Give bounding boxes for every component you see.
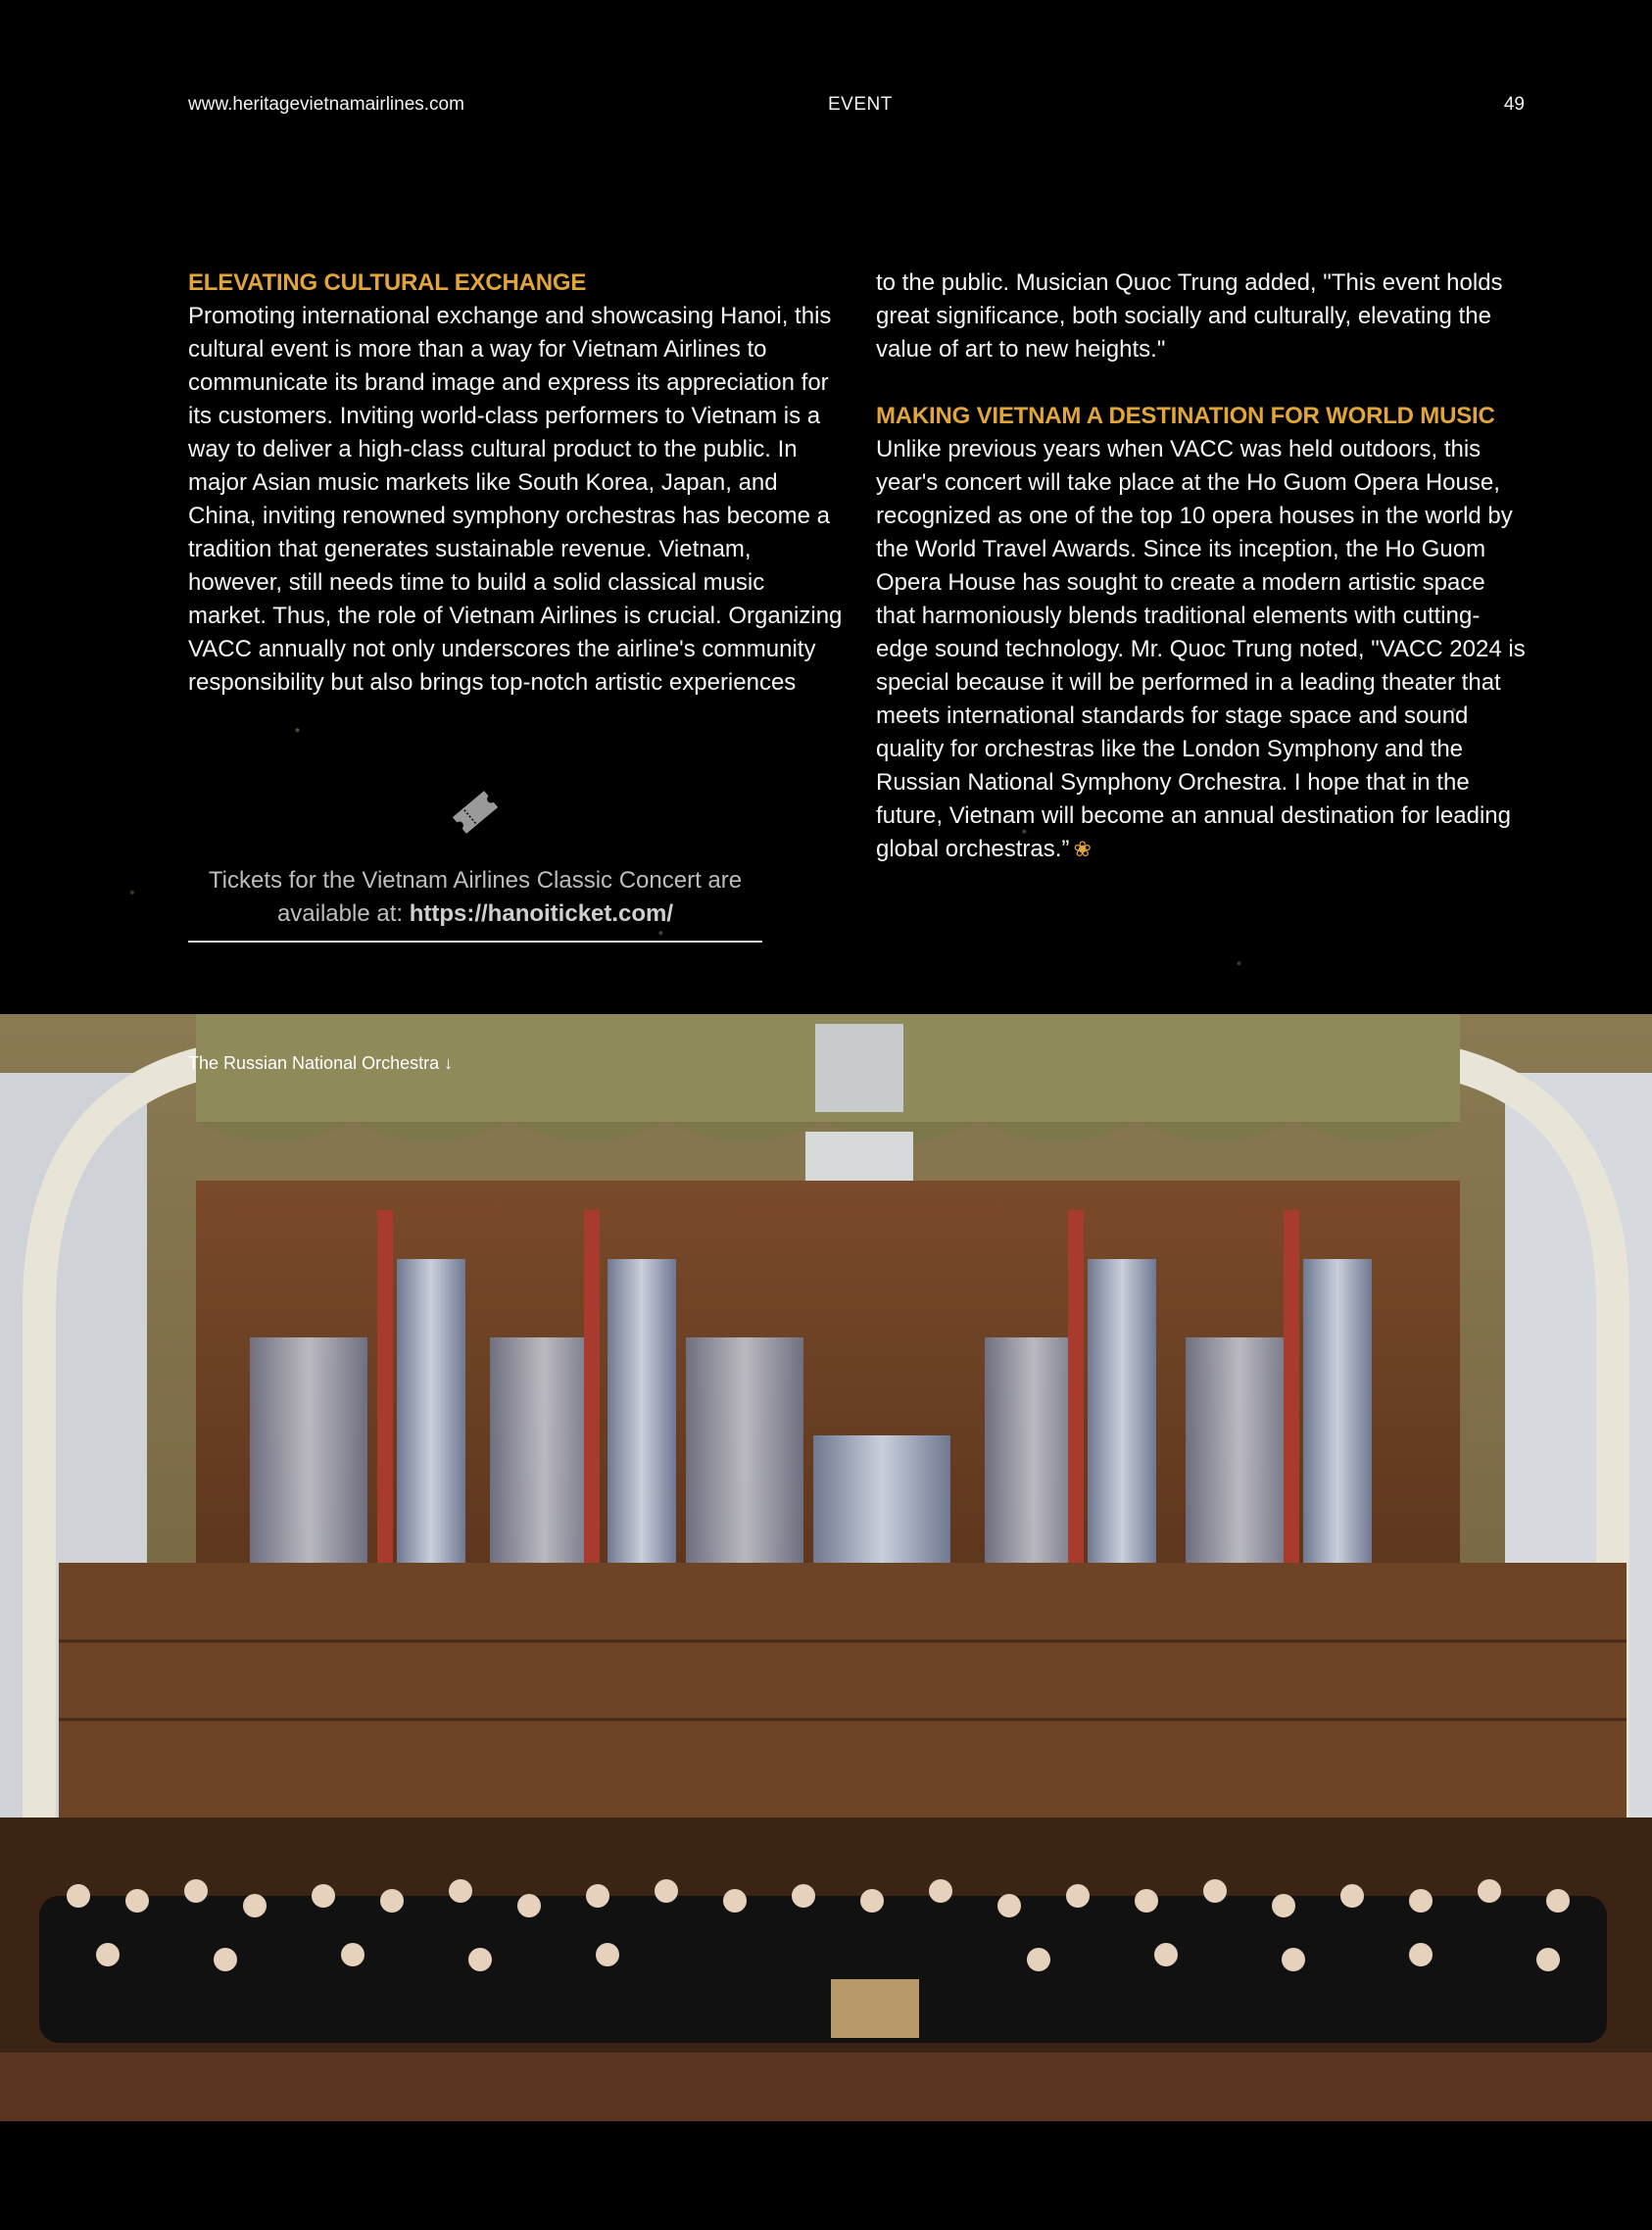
site-url[interactable]: www.heritagevietnamairlines.com (188, 94, 464, 115)
left-column (188, 267, 845, 700)
continuation-text: to the public. Musician Quoc Trung added, "This event holds great significance, both socially and culturally, elevating the value of art to new heights." (876, 269, 1503, 363)
ticket-availability-text: Tickets for the Vietnam Airlines Classic Concert are available at: (208, 867, 743, 927)
orchestra-illustration (0, 1014, 1652, 2121)
page-number: 49 (1503, 94, 1525, 115)
lotus-end-icon: ❀ (1073, 837, 1092, 861)
section-heading-cultural-exchange: ELEVATING CULTURAL EXCHANGE (188, 269, 587, 296)
divider-line (188, 941, 762, 943)
paragraph-gap (876, 366, 1529, 400)
photo-caption: The Russian National Orchestra ↓ (188, 1053, 454, 1073)
right-body-text (876, 433, 1529, 866)
left-body-text: Promoting international exchange and showcasing Hanoi, this cultural event is more than a way for Vietnam Airlines to communicate its brand image and express its appreciation for its customers. Inviting world-class performers to Vietnam is a way to deliver a high-class cultural product to the public. In major Asian music markets like South Korea, Japan, and China, inviting renowned symphony orchestras has become a tradition that generates sustainable revenue. Vietnam, however, still needs time to build a solid classical music market. Thus, the role of Vietnam Airlines is crucial. Organizing VACC annually not only underscores the airline's community responsibility but also brings top-notch artistic experiences (188, 303, 843, 696)
orchestra-photo (0, 1014, 1652, 2121)
right-body-content: Unlike previous years when VACC was held outdoors, this year's concert will take place at the Ho Guom Opera House, recognized as one of the top 10 opera houses in the world by the World Travel Awards. Since its inception, the Ho Guom Opera House has sought to create a modern artistic space that harmoniously blends traditional elements with cutting-edge sound technology. Mr. Quoc Trung noted, "VACC 2024 is special because it will be performed in a leading theater that meets international standards for stage space and sound quality for orchestras like the London Symphony and the Russian National Symphony Orchestra. I hope that in the future, Vietnam will become an annual destination for leading global orchestras.” (876, 436, 1526, 862)
ticket-info-box (188, 784, 762, 945)
bottom-band (0, 2121, 1652, 2230)
section-label: EVENT (828, 94, 893, 115)
ticket-icon (447, 784, 504, 841)
section-heading-world-music: MAKING VIETNAM A DESTINATION FOR WORLD MUSIC (876, 403, 1495, 429)
ticket-link[interactable]: https://hanoiticket.com/ (409, 900, 674, 927)
right-column (876, 267, 1529, 866)
page-header (188, 94, 1525, 123)
ticket-text (188, 864, 762, 931)
